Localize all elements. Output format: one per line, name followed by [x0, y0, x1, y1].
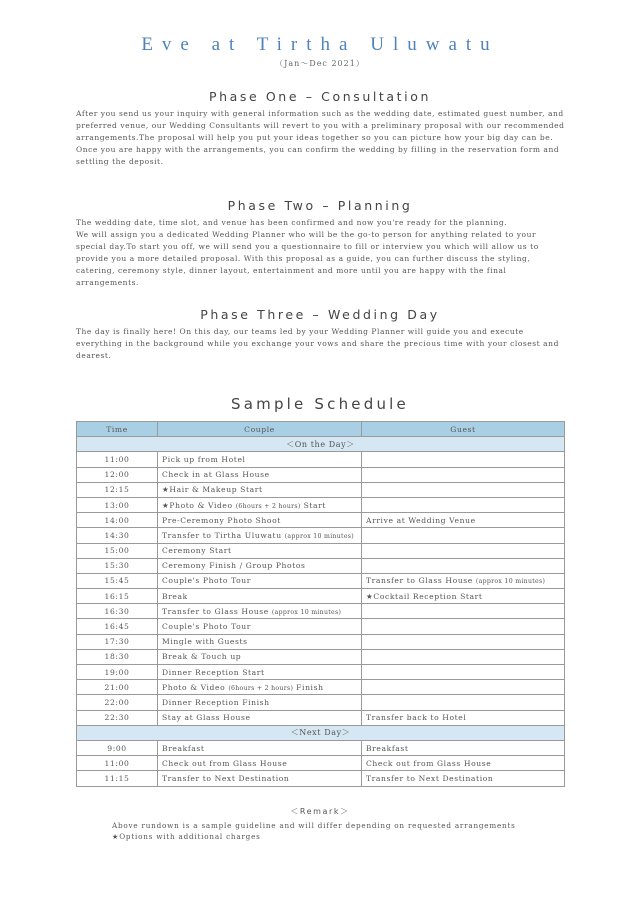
schedule-table	[76, 421, 565, 787]
couple-activity: Ceremony Finish / Group Photos	[162, 561, 306, 571]
guest-activity: Transfer back to Hotel	[366, 713, 467, 723]
couple-activity: Photo & Video	[162, 682, 226, 692]
couple-cell	[158, 543, 362, 558]
schedule-row	[77, 497, 565, 512]
time-column-header: Time	[77, 422, 158, 437]
guest-cell	[362, 528, 565, 543]
phase-one-text: After you send us your inquiry with general information such as the wedding date, estimated guest number, and preferred venue, our Wedding Consultants will revert to you with a preliminary proposal with our recommended arrangements.The proposal will help you put your ideas together so you can picture how your big day can be. Once you are happy with the arrangements, you can confirm the wedding by filling in the reservation form and settling the deposit.	[76, 109, 565, 166]
schedule-row	[77, 573, 565, 588]
guest-cell	[362, 513, 565, 528]
schedule-row	[77, 665, 565, 680]
schedule-header-row	[77, 422, 565, 437]
time-cell: 21:00	[77, 680, 158, 695]
couple-cell	[158, 649, 362, 664]
couple-cell	[158, 695, 362, 710]
couple-cell	[158, 558, 362, 573]
schedule-row	[77, 619, 565, 634]
guest-cell	[362, 604, 565, 619]
schedule-heading: Sample Schedule	[231, 395, 409, 413]
phase-two-text-line-1: The wedding date, time slot, and venue has been confirmed and now you're ready for the planning.	[76, 218, 508, 227]
guest-column-header: Guest	[362, 422, 565, 437]
couple-cell	[158, 528, 362, 543]
couple-activity: Mingle with Guests	[162, 637, 248, 647]
page-title: Eve at Tirtha Uluwatu	[141, 34, 499, 55]
schedule-row	[77, 482, 565, 497]
section-row	[77, 437, 565, 452]
schedule-row	[77, 634, 565, 649]
on-the-day-rows	[77, 437, 565, 726]
time-cell: 11:00	[77, 452, 158, 467]
section-label-next-day: ＜Next Day＞	[77, 725, 565, 740]
time-cell: 16:30	[77, 604, 158, 619]
schedule-row	[77, 543, 565, 558]
section-label-on-the-day: ＜On the Day＞	[77, 437, 565, 452]
couple-cell	[158, 665, 362, 680]
guest-activity: ★Cocktail Reception Start	[366, 591, 483, 601]
couple-column-header: Couple	[158, 422, 362, 437]
guest-cell	[362, 680, 565, 695]
schedule-row	[77, 513, 565, 528]
couple-cell	[158, 513, 362, 528]
schedule-row	[77, 558, 565, 573]
guest-cell	[362, 710, 565, 725]
time-cell: 14:30	[77, 528, 158, 543]
couple-cell	[158, 740, 362, 755]
schedule-row	[77, 710, 565, 725]
couple-activity: Couple's Photo Tour	[162, 622, 252, 632]
schedule-row	[77, 680, 565, 695]
time-cell: 15:30	[77, 558, 158, 573]
time-cell: 15:00	[77, 543, 158, 558]
couple-activity: Transfer to Tirtha Uluwatu	[162, 530, 282, 540]
schedule-row	[77, 528, 565, 543]
guest-cell	[362, 452, 565, 467]
remark-heading: ＜Remark＞	[290, 807, 350, 816]
couple-duration-note: (approx 10 minutes)	[284, 532, 354, 540]
couple-activity: Break & Touch up	[162, 652, 242, 662]
couple-activity: Dinner Reception Start	[162, 667, 265, 677]
couple-activity: ★Hair & Makeup Start	[162, 485, 263, 495]
couple-cell	[158, 710, 362, 725]
time-cell: 14:00	[77, 513, 158, 528]
couple-activity-suffix: Start	[303, 500, 327, 510]
next-day-rows	[77, 725, 565, 786]
couple-activity: ★Photo & Video	[162, 500, 233, 510]
schedule-row	[77, 771, 565, 786]
time-cell: 22:00	[77, 695, 158, 710]
guest-activity: Transfer to Glass House	[366, 576, 473, 586]
time-cell: 11:15	[77, 771, 158, 786]
couple-duration-note: (approx 10 minutes)	[271, 608, 342, 616]
remark-options-note: ★Options with additional charges	[112, 832, 261, 841]
couple-activity: Break	[162, 591, 188, 601]
couple-activity: Ceremony Start	[162, 546, 232, 556]
time-cell: 16:15	[77, 589, 158, 604]
schedule-row	[77, 467, 565, 482]
schedule-row	[77, 589, 565, 604]
schedule-row	[77, 756, 565, 771]
guest-cell	[362, 497, 565, 512]
couple-activity: Pick up from Hotel	[162, 454, 246, 464]
couple-cell	[158, 482, 362, 497]
couple-activity-suffix: Finish	[296, 682, 324, 692]
schedule-row	[77, 695, 565, 710]
couple-cell	[158, 771, 362, 786]
couple-activity: Stay at Glass House	[162, 713, 251, 723]
phase-two-text	[76, 217, 566, 289]
time-cell: 13:00	[77, 497, 158, 512]
guest-cell	[362, 740, 565, 755]
guest-cell	[362, 619, 565, 634]
time-cell: 11:00	[77, 756, 158, 771]
couple-activity: Transfer to Glass House	[162, 606, 269, 616]
couple-activity: Couple's Photo Tour	[162, 576, 252, 586]
guest-cell	[362, 771, 565, 786]
phase-three-heading: Phase Three – Wedding Day	[200, 307, 440, 322]
phase-two-heading: Phase Two – Planning	[227, 198, 413, 213]
couple-activity: Check out from Glass House	[162, 758, 288, 768]
couple-duration-note: (6hours + 2 hours)	[235, 502, 301, 510]
schedule-row	[77, 649, 565, 664]
time-cell: 9:00	[77, 740, 158, 755]
phase-three-text: The day is finally here! On this day, our teams led by your Wedding Planner will guide you and execute everything in the background while you exchange your vows and share the precious time with your closest and dearest.	[76, 327, 559, 360]
phase-two-text-line-2: We will assign you a dedicated Wedding Planner who will be the go-to person for anything related to your special day.To start you off, we will send you a questionnaire to fill or interview you which will allow us to provide you a more detailed proposal. With this proposal as a guide, you can further discuss the styling, catering, ceremony style, dinner layout, entertainment and more until you are happy with the final arrangements.	[76, 230, 539, 287]
time-cell: 17:30	[77, 634, 158, 649]
guest-cell	[362, 649, 565, 664]
guest-cell	[362, 573, 565, 588]
guest-activity: Transfer to Next Destination	[366, 773, 494, 783]
time-cell: 18:30	[77, 649, 158, 664]
couple-cell	[158, 589, 362, 604]
couple-cell	[158, 634, 362, 649]
time-cell: 12:15	[77, 482, 158, 497]
guest-cell	[362, 543, 565, 558]
couple-cell	[158, 619, 362, 634]
couple-activity: Transfer to Next Destination	[162, 773, 290, 783]
guest-activity: Breakfast	[366, 743, 409, 753]
time-cell: 15:45	[77, 573, 158, 588]
guest-activity: Arrive at Wedding Venue	[366, 515, 476, 525]
couple-activity: Check in at Glass House	[162, 470, 270, 480]
guest-cell	[362, 756, 565, 771]
couple-activity: Pre-Ceremony Photo Shoot	[162, 515, 281, 525]
page-subtitle: （Jan～Dec 2021）	[275, 59, 365, 68]
time-cell: 19:00	[77, 665, 158, 680]
guest-cell	[362, 634, 565, 649]
guest-duration-note: (approx 10 minutes)	[475, 578, 546, 586]
time-cell: 12:00	[77, 467, 158, 482]
schedule-row	[77, 604, 565, 619]
section-row	[77, 725, 565, 740]
couple-duration-note: (6hours + 2 hours)	[228, 684, 294, 692]
guest-cell	[362, 589, 565, 604]
schedule-row	[77, 452, 565, 467]
time-cell: 16:45	[77, 619, 158, 634]
couple-activity: Dinner Reception Finish	[162, 697, 270, 707]
guest-cell	[362, 558, 565, 573]
couple-cell	[158, 680, 362, 695]
guest-activity: Check out from Glass House	[366, 758, 492, 768]
remark-note: Above rundown is a sample guideline and will differ depending on requested arrangements	[112, 821, 516, 830]
couple-cell	[158, 573, 362, 588]
guest-cell	[362, 665, 565, 680]
guest-cell	[362, 695, 565, 710]
time-cell: 22:30	[77, 710, 158, 725]
couple-cell	[158, 467, 362, 482]
schedule-row	[77, 740, 565, 755]
couple-cell	[158, 604, 362, 619]
couple-cell	[158, 756, 362, 771]
phase-one-heading: Phase One – Consultation	[208, 89, 432, 104]
couple-cell	[158, 497, 362, 512]
guest-cell	[362, 467, 565, 482]
couple-activity: Breakfast	[162, 743, 205, 753]
couple-cell	[158, 452, 362, 467]
guest-cell	[362, 482, 565, 497]
